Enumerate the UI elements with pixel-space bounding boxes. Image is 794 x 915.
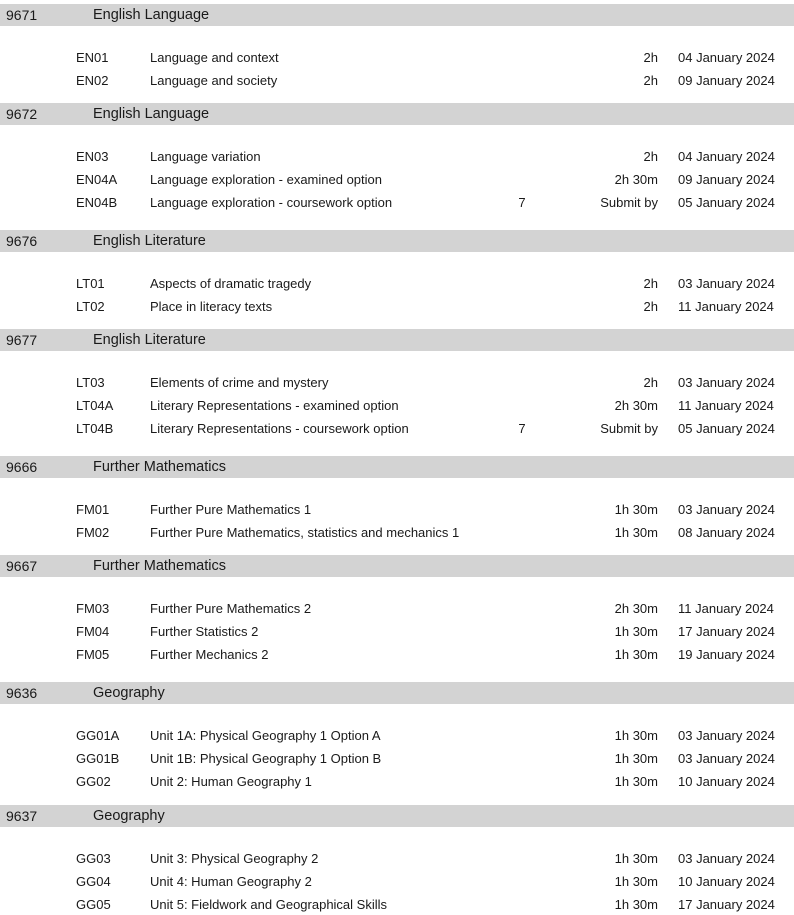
paper-duration: 2h [643, 50, 658, 65]
section-header [0, 456, 794, 478]
paper-code: LT04B [76, 421, 114, 437]
section-title: English Language [93, 7, 210, 23]
section-code: 9666 [6, 459, 38, 475]
section-header [0, 805, 794, 827]
paper-date: 05 January 2024 [678, 195, 775, 211]
paper-row [0, 896, 794, 914]
paper-title: Unit 1A: Physical Geography 1 Option A [150, 728, 381, 743]
paper-row [0, 148, 794, 166]
paper-duration: 2h [643, 299, 658, 315]
paper-row [0, 275, 794, 293]
section-header [0, 555, 794, 577]
paper-title: Literary Representations - coursework option [150, 421, 409, 437]
paper-duration: 1h 30m [614, 525, 658, 541]
paper-date: 03 January 2024 [678, 276, 775, 291]
section-title: English Literature [93, 233, 206, 249]
paper-title: Further Mechanics 2 [150, 647, 269, 663]
paper-code: FM02 [76, 525, 110, 541]
paper-row [0, 171, 794, 189]
section-header [0, 230, 794, 252]
paper-duration: 1h 30m [614, 647, 658, 663]
paper-code: FM03 [76, 601, 110, 616]
paper-row [0, 49, 794, 67]
paper-row [0, 298, 794, 316]
paper-row [0, 646, 794, 664]
paper-code: LT04A [76, 398, 114, 414]
paper-title: Unit 2: Human Geography 1 [150, 774, 312, 790]
paper-row [0, 623, 794, 641]
paper-duration: 2h 30m [614, 601, 658, 616]
paper-title: Aspects of dramatic tragedy [150, 276, 312, 291]
section-title: Geography [93, 685, 165, 701]
paper-title: Further Pure Mathematics 1 [150, 502, 312, 517]
paper-title: Further Pure Mathematics 2 [150, 601, 312, 616]
section-title: Geography [93, 808, 165, 824]
paper-code: LT03 [76, 375, 105, 390]
paper-row [0, 374, 794, 392]
paper-code: LT01 [76, 276, 105, 291]
paper-date: 09 January 2024 [678, 73, 775, 89]
section-code: 9671 [6, 7, 38, 23]
section-header [0, 329, 794, 351]
paper-code: FM01 [76, 502, 110, 517]
paper-duration: 1h 30m [614, 774, 658, 790]
paper-date: 05 January 2024 [678, 421, 775, 437]
paper-duration: 2h 30m [614, 172, 658, 188]
paper-date: 11 January 2024 [678, 601, 774, 616]
paper-title: Further Pure Mathematics, statistics and mechanics 1 [150, 525, 460, 541]
paper-code: FM04 [76, 624, 110, 640]
paper-extra: 7 [518, 195, 526, 211]
paper-row [0, 397, 794, 415]
paper-extra: 7 [518, 421, 526, 437]
section-code: 9636 [6, 685, 38, 701]
paper-duration: Submit by [600, 195, 658, 211]
section-header [0, 4, 794, 26]
paper-duration: 2h [643, 73, 658, 89]
section-code: 9667 [6, 558, 38, 574]
paper-duration: 1h 30m [614, 624, 658, 640]
paper-date: 19 January 2024 [678, 647, 775, 663]
section-title: Further Mathematics [93, 558, 226, 574]
paper-date: 17 January 2024 [678, 897, 775, 913]
paper-date: 11 January 2024 [678, 398, 774, 414]
paper-duration: 2h [643, 375, 658, 390]
paper-duration: 1h 30m [614, 728, 658, 743]
paper-duration: 1h 30m [614, 874, 658, 890]
paper-date: 03 January 2024 [678, 502, 775, 517]
paper-duration: 2h [643, 149, 658, 164]
paper-date: 03 January 2024 [678, 851, 775, 866]
paper-row [0, 727, 794, 745]
paper-code: EN02 [76, 73, 109, 89]
paper-date: 09 January 2024 [678, 172, 775, 188]
paper-title: Unit 3: Physical Geography 2 [150, 851, 319, 866]
paper-date: 08 January 2024 [678, 525, 775, 541]
paper-code: EN04A [76, 172, 118, 188]
paper-code: EN01 [76, 50, 109, 65]
paper-row [0, 750, 794, 768]
paper-row [0, 600, 794, 618]
paper-duration: Submit by [600, 421, 658, 437]
section-header [0, 103, 794, 125]
section-code: 9676 [6, 233, 38, 249]
paper-code: FM05 [76, 647, 110, 663]
paper-date: 03 January 2024 [678, 728, 775, 743]
paper-row [0, 194, 794, 212]
paper-title: Unit 5: Fieldwork and Geographical Skills [150, 897, 387, 913]
paper-title: Unit 1B: Physical Geography 1 Option B [150, 751, 382, 767]
paper-duration: 2h 30m [614, 398, 658, 414]
paper-row [0, 524, 794, 542]
paper-title: Language variation [150, 149, 261, 164]
section-header [0, 682, 794, 704]
paper-date: 10 January 2024 [678, 774, 775, 790]
paper-title: Language exploration - examined option [150, 172, 383, 188]
paper-code: EN04B [76, 195, 118, 211]
section-title: English Language [93, 106, 210, 122]
paper-title: Elements of crime and mystery [150, 375, 329, 390]
paper-row [0, 420, 794, 438]
paper-code: GG03 [76, 851, 111, 866]
paper-code: GG05 [76, 897, 111, 913]
paper-duration: 1h 30m [614, 502, 658, 517]
paper-date: 04 January 2024 [678, 50, 775, 65]
section-code: 9677 [6, 332, 38, 348]
paper-date: 11 January 2024 [678, 299, 774, 315]
paper-code: GG01A [76, 728, 120, 743]
section-title: English Literature [93, 332, 206, 348]
paper-row [0, 850, 794, 868]
paper-row [0, 72, 794, 90]
paper-date: 04 January 2024 [678, 149, 775, 164]
paper-title: Unit 4: Human Geography 2 [150, 874, 312, 890]
paper-duration: 1h 30m [614, 851, 658, 866]
paper-code: GG01B [76, 751, 120, 767]
paper-date: 03 January 2024 [678, 375, 775, 390]
paper-title: Further Statistics 2 [150, 624, 259, 640]
paper-title: Language and context [150, 50, 279, 65]
paper-duration: 1h 30m [614, 751, 658, 767]
paper-duration: 1h 30m [614, 897, 658, 913]
paper-code: GG02 [76, 774, 111, 790]
paper-title: Place in literacy texts [150, 299, 273, 315]
paper-row [0, 773, 794, 791]
section-code: 9672 [6, 106, 38, 122]
paper-title: Language and society [150, 73, 278, 89]
paper-title: Language exploration - coursework option [150, 195, 393, 211]
paper-date: 03 January 2024 [678, 751, 775, 767]
section-code: 9637 [6, 808, 38, 824]
paper-date: 17 January 2024 [678, 624, 775, 640]
paper-title: Literary Representations - examined option [150, 398, 399, 414]
paper-code: EN03 [76, 149, 109, 164]
paper-code: LT02 [76, 299, 105, 315]
paper-row [0, 501, 794, 519]
paper-code: GG04 [76, 874, 111, 890]
paper-duration: 2h [643, 276, 658, 291]
paper-row [0, 873, 794, 891]
paper-date: 10 January 2024 [678, 874, 775, 890]
section-title: Further Mathematics [93, 459, 226, 475]
